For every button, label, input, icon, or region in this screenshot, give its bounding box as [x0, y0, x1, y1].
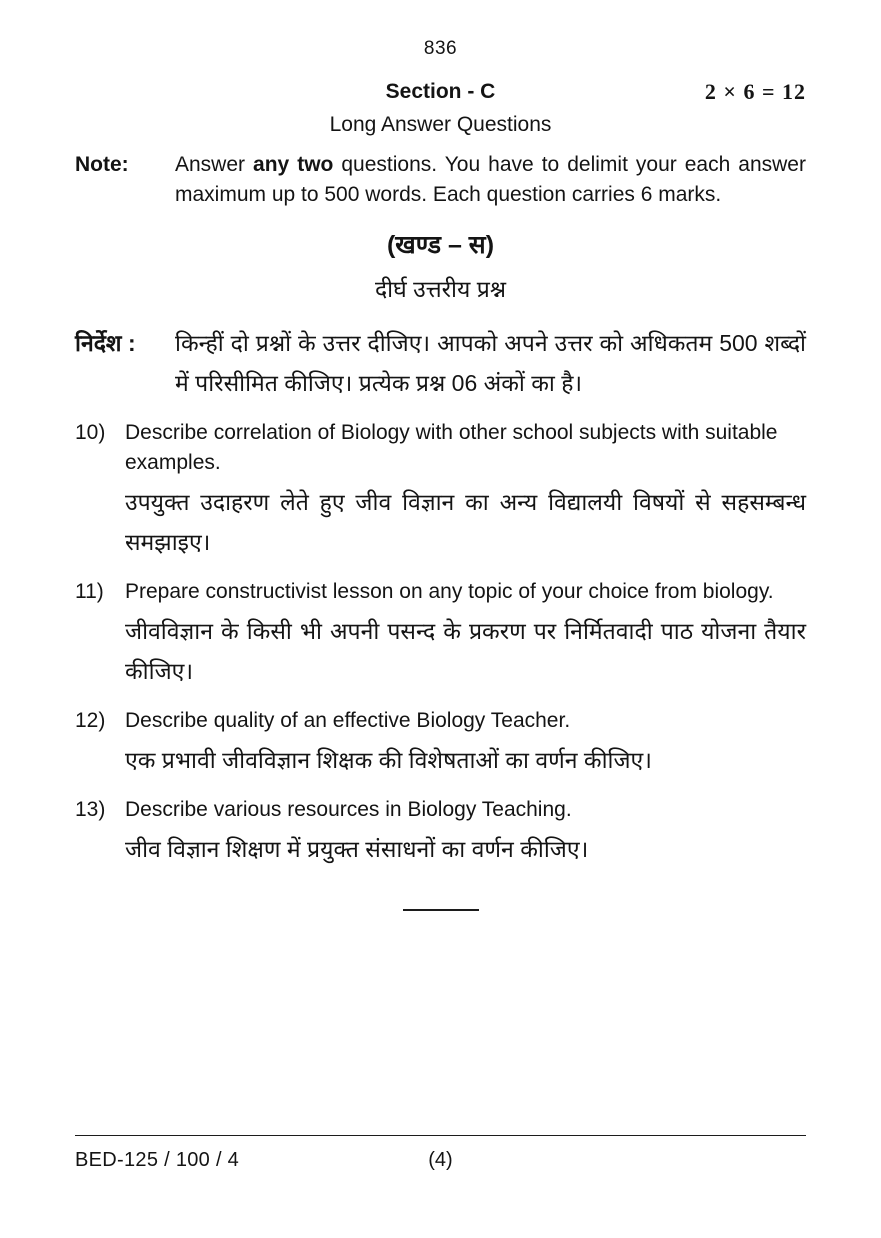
note-text-after: questions. You have to delimit your each answer maximum up to 500 words. Each question carries 6 marks. — [175, 153, 806, 206]
page-number-top: 836 — [423, 38, 458, 59]
end-divider — [403, 909, 479, 911]
note-block — [75, 150, 806, 210]
question-item-10 — [75, 418, 806, 562]
question-text-english: Prepare constructivist lesson on any topic of your choice from biology. — [125, 580, 774, 603]
question-item-13 — [75, 795, 806, 869]
section-subtitle: Long Answer Questions — [329, 113, 552, 136]
question-text-english: Describe correlation of Biology with other school subjects with suitable examples. — [125, 421, 778, 474]
question-number: 10) — [75, 421, 106, 444]
paper-code: BED-125 / 100 / 4 — [75, 1149, 240, 1171]
question-item-12 — [75, 706, 806, 780]
section-title: Section - C — [385, 80, 496, 103]
question-body — [125, 795, 806, 869]
section-header — [75, 80, 806, 104]
question-number: 11) — [75, 580, 104, 603]
page-footer — [75, 1135, 806, 1172]
section-marks: 2 × 6 = 12 — [704, 79, 806, 104]
question-body — [125, 706, 806, 780]
note-text-emphasis: any two — [253, 153, 334, 176]
question-text-english: Describe quality of an effective Biology Teacher. — [125, 709, 571, 732]
note-text — [175, 150, 806, 210]
question-text-hindi: उपयुक्त उदाहरण लेते हुए जीव विज्ञान का अन्य विद्यालयी विषयों से सहसम्बन्ध समझाइए। — [125, 489, 806, 555]
instructions-hindi-text: किन्हीं दो प्रश्नों के उत्तर दीजिए। आपको अपने उत्तर को अधिकतम 500 शब्दों में परिसीमित कीजिए। प्रत्येक प्रश्न 06 अंकों का है। — [175, 330, 806, 396]
page-number-bottom: (4) — [428, 1149, 453, 1171]
question-text-hindi: एक प्रभावी जीवविज्ञान शिक्षक की विशेषताओं का वर्णन कीजिए। — [125, 747, 652, 773]
section-subtitle-hindi: दीर्घ उत्तरीय प्रश्न — [374, 276, 507, 302]
question-text-hindi: जीवविज्ञान के किसी भी अपनी पसन्द के प्रकरण पर निर्मितवादी पाठ योजना तैयार कीजिए। — [125, 618, 806, 684]
question-body — [125, 418, 806, 562]
question-text-hindi: जीव विज्ञान शिक्षण में प्रयुक्त संसाधनों का वर्णन कीजिए। — [125, 836, 589, 862]
instructions-hindi-label: निर्देश : — [75, 330, 136, 356]
note-label: Note: — [75, 153, 129, 176]
question-text-english: Describe various resources in Biology Teaching. — [125, 798, 572, 821]
question-number: 12) — [75, 709, 106, 732]
question-number: 13) — [75, 798, 106, 821]
section-title-hindi: (खण्ड – स) — [386, 231, 495, 259]
instructions-hindi-block — [75, 323, 806, 403]
question-body — [125, 577, 806, 691]
question-item-11 — [75, 577, 806, 691]
note-text-before: Answer — [175, 153, 254, 176]
